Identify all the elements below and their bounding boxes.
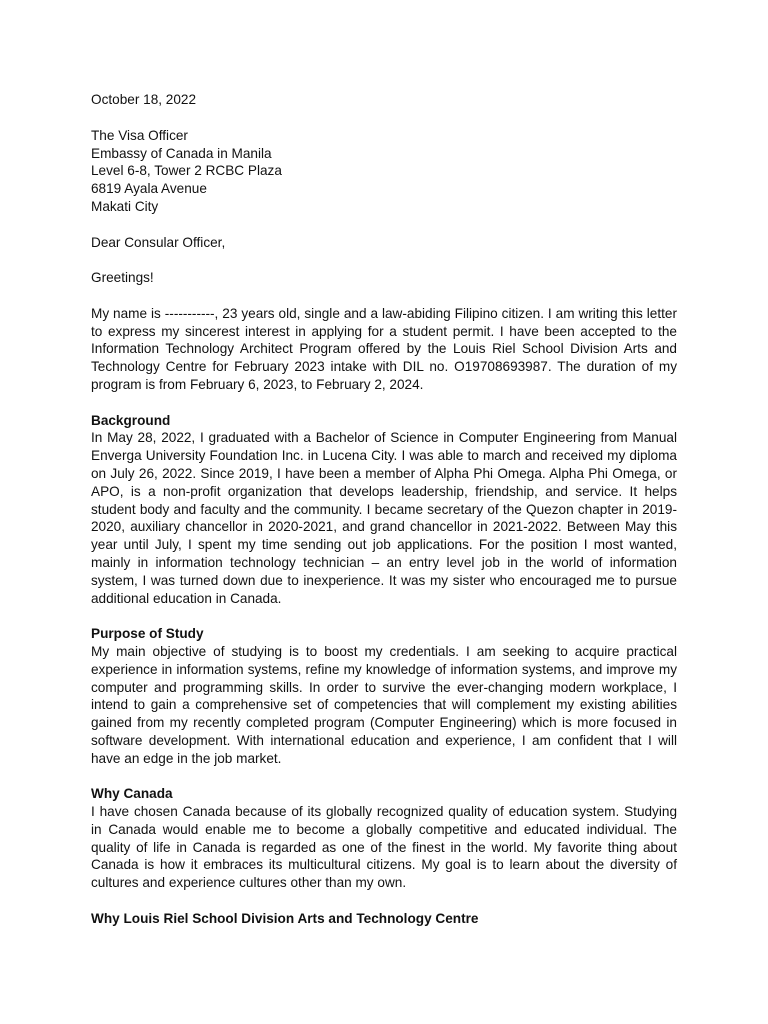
section-background: [91, 412, 677, 608]
spacer: [91, 287, 677, 305]
recipient-line: Level 6-8, Tower 2 RCBC Plaza: [91, 163, 282, 179]
letter-date: October 18, 2022: [91, 92, 197, 107]
spacer: [91, 251, 677, 269]
recipient-line: Makati City: [91, 198, 159, 214]
section-heading: Purpose of Study: [91, 626, 204, 642]
recipient-line: 6819 Ayala Avenue: [91, 181, 207, 197]
recipient-line: Embassy of Canada in Manila: [91, 145, 272, 161]
recipient-line: The Visa Officer: [91, 127, 188, 143]
section-heading: Background: [91, 412, 171, 428]
section-why-school: [91, 910, 677, 928]
recipient-address: [91, 127, 677, 216]
salutation: Dear Consular Officer,: [91, 234, 226, 250]
section-body: I have chosen Canada because of its globally recognized quality of education system. Studying in Canada would enable me to become a globally competitive and educated individual. The quality of life in Canada is regarded as one of the finest in the world. My favorite thing about Canada is how it embraces its multicultural citizens. My goal is to learn about the diversity of cultures and experience cultures other than my own.: [91, 804, 677, 891]
section-heading: Why Canada: [91, 786, 173, 802]
spacer: [91, 109, 677, 127]
greeting: Greetings!: [91, 270, 154, 286]
spacer: [91, 216, 677, 234]
section-body: In May 28, 2022, I graduated with a Bachelor of Science in Computer Engineering from Manual Enverga University Foundation Inc. in Lucena City. I was able to march and received my diploma on July 26, 2022. Since 2019, I have been a member of Alpha Phi Omega. Alpha Phi Omega, or APO, is a non-profit organization that develops leadership, friendship, and service. It helps student body and faculty and the community. I became secretary of the Quezon chapter in 2019-2020, auxiliary chancellor in 2020-2021, and grand chancellor in 2021-2022. Between May this year until July, I spent my time sending out job applications. For the position I most wanted, mainly in information technology technician – an entry level job in the world of information system, I was turned down due to inexperience. It was my sister who encouraged me to pursue additional education in Canada.: [91, 430, 677, 606]
section-why-canada: [91, 785, 677, 892]
letter-page: [91, 91, 677, 928]
section-heading: Why Louis Riel School Division Arts and Technology Centre: [91, 910, 479, 926]
section-purpose-of-study: [91, 625, 677, 767]
section-body: My main objective of studying is to boost my credentials. I am seeking to acquire practical experience in information systems, refine my knowledge of information systems, and improve my computer and programming skills. In order to survive the ever-changing modern workplace, I intend to gain a comprehensive set of competencies that will complement my existing abilities gained from my recently completed program (Computer Engineering) which is more focused in software development. With international education and experience, I am confident that I will have an edge in the job market.: [91, 643, 677, 766]
intro-paragraph: My name is -----------, 23 years old, single and a law-abiding Filipino citizen. I am writing this letter to express my sincerest interest in applying for a student permit. I have been accepted to the Information Technology Architect Program offered by the Louis Riel School Division Arts and Technology Centre for February 2023 intake with DIL no. O19708693987. The duration of my program is from February 6, 2023, to February 2, 2024.: [91, 305, 677, 392]
